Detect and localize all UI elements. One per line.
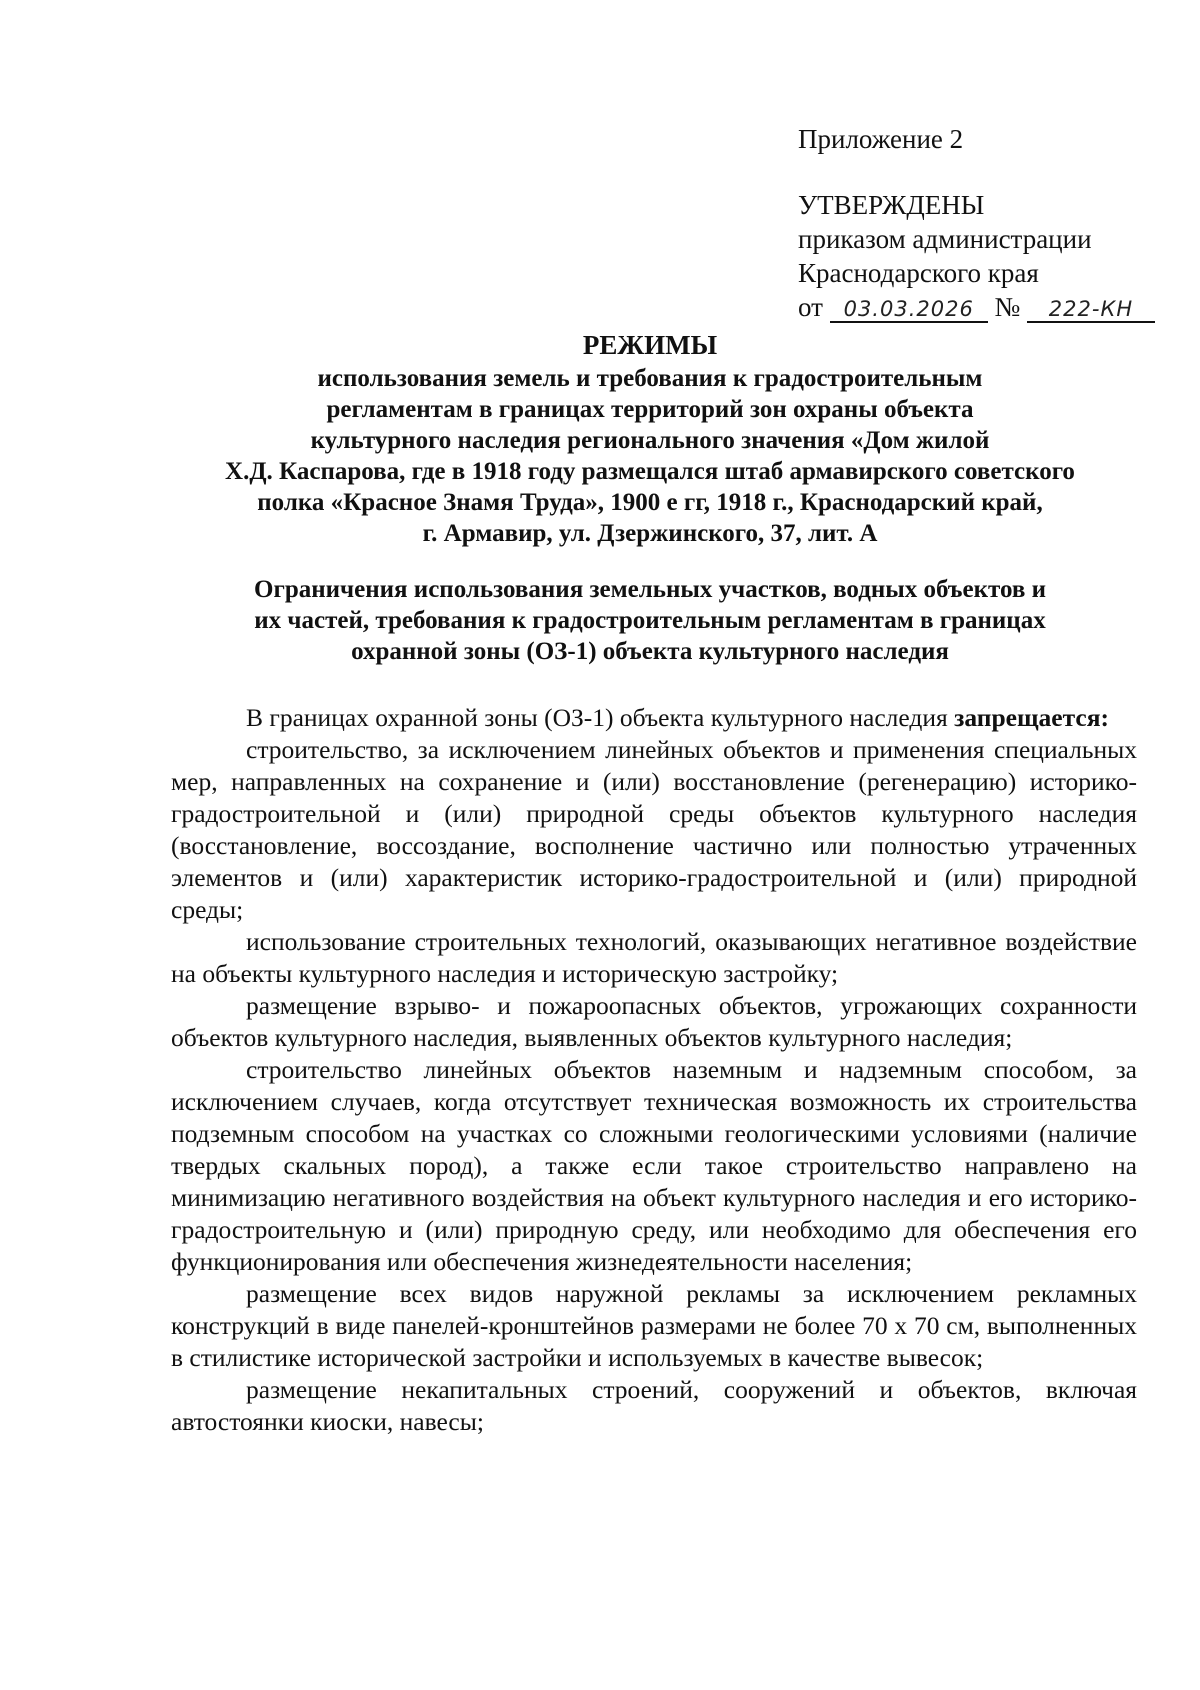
title-line: использования земель и требования к градостроительным <box>317 365 983 392</box>
region-label: Краснодарского края <box>798 258 1039 288</box>
approval-block <box>798 122 1158 324</box>
section-heading <box>160 574 1140 667</box>
title-line: культурного наследия регионального значения «Дом жилой <box>310 427 990 454</box>
list-item: строительство, за исключением линейных объектов и применения специальных мер, направленных на сохранение и (или) восстановление (регенерацию) историко-градостроительной и (или) природной среды объектов культурного наследия (восстановление, воссоздание, восполнение частично или полностью утраченных элементов и (или) характеристик историко-градостроительной и (или) природной среды; <box>171 735 1137 924</box>
intro-paragraph <box>171 702 1137 734</box>
handwritten-date: 03.03.2026 <box>830 297 988 323</box>
list-item: размещение всех видов наружной рекламы за исключением рекламных конструкций в виде панелей-кронштейнов размерами не более 70 х 70 см, выполненных в стилистике исторической застройки и используемых в качестве вывесок; <box>171 1279 1137 1372</box>
number-sign: № <box>994 292 1021 322</box>
document-body <box>171 702 1137 1438</box>
title-line: г. Армавир, ул. Дзержинского, 37, лит. А <box>422 520 878 547</box>
section-heading-line: их частей, требования к градостроительным регламентам в границах <box>254 607 1046 634</box>
list-item: размещение некапитальных строений, сооружений и объектов, включая автостоянки киоски, навесы; <box>171 1375 1137 1436</box>
intro-text: В границах охранной зоны (ОЗ-1) объекта культурного наследия <box>246 703 948 732</box>
by-order-label: приказом администрации <box>798 224 1092 254</box>
title-main: РЕЖИМЫ <box>582 330 718 360</box>
list-item: строительство линейных объектов наземным и надземным способом, за исключением случаев, когда отсутствует техническая возможность их строительства подземным способом на участках со сложными геологическими условиями (наличие твердых скальных пород), а также если такое строительство направлено на минимизацию негативного воздействия на объект культурного наследия и его историко-градостроительную и (или) природную среду, или необходимо для обеспечения его функционирования или обеспечения жизнедеятельности населения; <box>171 1055 1137 1276</box>
section-heading-line: охранной зоны (ОЗ-1) объекта культурного наследия <box>351 638 949 665</box>
title-line: Х.Д. Каспарова, где в 1918 году размещался штаб армавирского советского <box>225 458 1075 485</box>
section-heading-line: Ограничения использования земельных участков, водных объектов и <box>254 576 1046 603</box>
date-prefix: от <box>798 292 823 322</box>
approved-label: УТВЕРЖДЕНЫ <box>798 190 985 220</box>
title-line: регламентам в границах территорий зон охраны объекта <box>326 396 974 423</box>
intro-bold-text: запрещается: <box>954 703 1110 732</box>
appendix-label: Приложение 2 <box>798 124 964 154</box>
handwritten-number: 222-КН <box>1027 297 1155 323</box>
document-title <box>160 330 1140 549</box>
list-item: размещение взрыво- и пожароопасных объектов, угрожающих сохранности объектов культурного наследия, выявленных объектов культурного наследия; <box>171 991 1137 1052</box>
title-line: полка «Красное Знамя Труда», 1900 е гг, 1918 г., Краснодарский край, <box>257 489 1043 516</box>
list-item: использование строительных технологий, оказывающих негативное воздействие на объекты культурного наследия и историческую застройку; <box>171 927 1137 988</box>
date-number-line <box>798 290 1158 324</box>
